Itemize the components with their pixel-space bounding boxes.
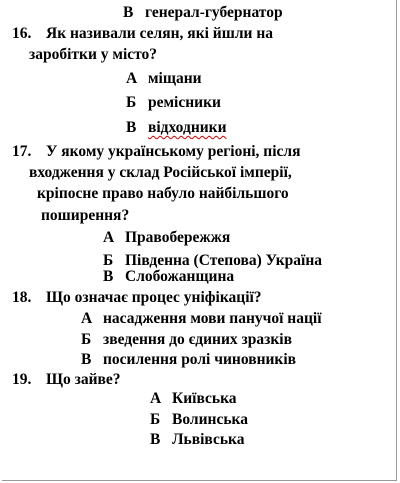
question-17-continuation [29,163,292,183]
question-number: 18. [12,289,32,306]
option-text: Київська [172,390,237,407]
question-text: Що означає процес уніфікації? [46,289,262,306]
option-letter: Б [126,94,137,111]
option-letter: А [150,390,162,407]
question-17-continuation [37,184,289,204]
option-text: генерал-губернатор [145,4,283,21]
question-17-continuation [41,206,129,226]
answer-option-b [150,410,248,430]
answer-option-a [103,228,230,248]
answer-option-a [126,69,202,89]
option-letter: А [81,310,93,327]
answer-option-a [150,389,237,409]
option-text: Слобожанщина [125,268,235,285]
option-text: ремісники [148,94,221,111]
answer-option-v [123,3,283,23]
option-text: Львівська [172,431,245,448]
question-16-continuation [29,45,157,65]
option-letter: В [103,268,114,285]
question-17 [12,142,301,162]
question-18 [12,288,262,308]
option-letter: Б [81,331,92,348]
answer-option-b [126,93,221,113]
option-letter: А [126,70,138,87]
option-letter: А [103,229,115,246]
option-text: Південна (Степова) Україна [125,252,323,269]
option-text: міщани [148,70,202,87]
document-page [2,0,397,481]
answer-option-v [150,430,245,450]
option-letter: Б [150,411,161,428]
question-number: 16. [12,25,32,42]
option-letter: Б [103,252,114,269]
option-text: насадження мови панучої нації [103,310,322,327]
option-letter: В [123,4,134,21]
answer-option-b [81,330,292,350]
question-19 [12,370,121,390]
question-text: входження у склад Російської імперії, [29,164,292,181]
answer-option-v [81,350,296,370]
option-text: зведення до єдиних зразків [103,331,292,348]
option-text: відходники [148,119,227,136]
option-letter: В [81,351,92,368]
question-text: кріпосне право набуло найбільшого [37,185,289,202]
question-text: поширення? [41,207,130,224]
question-text: Що зайве? [46,371,121,388]
option-letter: В [150,431,161,448]
question-number: 19. [12,371,32,388]
option-text: Правобережжя [125,229,231,246]
question-number: 17. [12,143,32,160]
option-text: Волинська [172,411,248,428]
option-letter: В [126,119,137,136]
question-text: заробітки у місто? [29,46,158,63]
option-text: посилення ролі чиновників [103,351,297,368]
question-text: Як називали селян, які йшли на [46,25,274,42]
answer-option-v [126,118,227,138]
answer-option-v [103,267,234,287]
question-16 [12,24,273,44]
question-text: У якому українському регіоні, після [46,143,301,160]
answer-option-a [81,309,322,329]
